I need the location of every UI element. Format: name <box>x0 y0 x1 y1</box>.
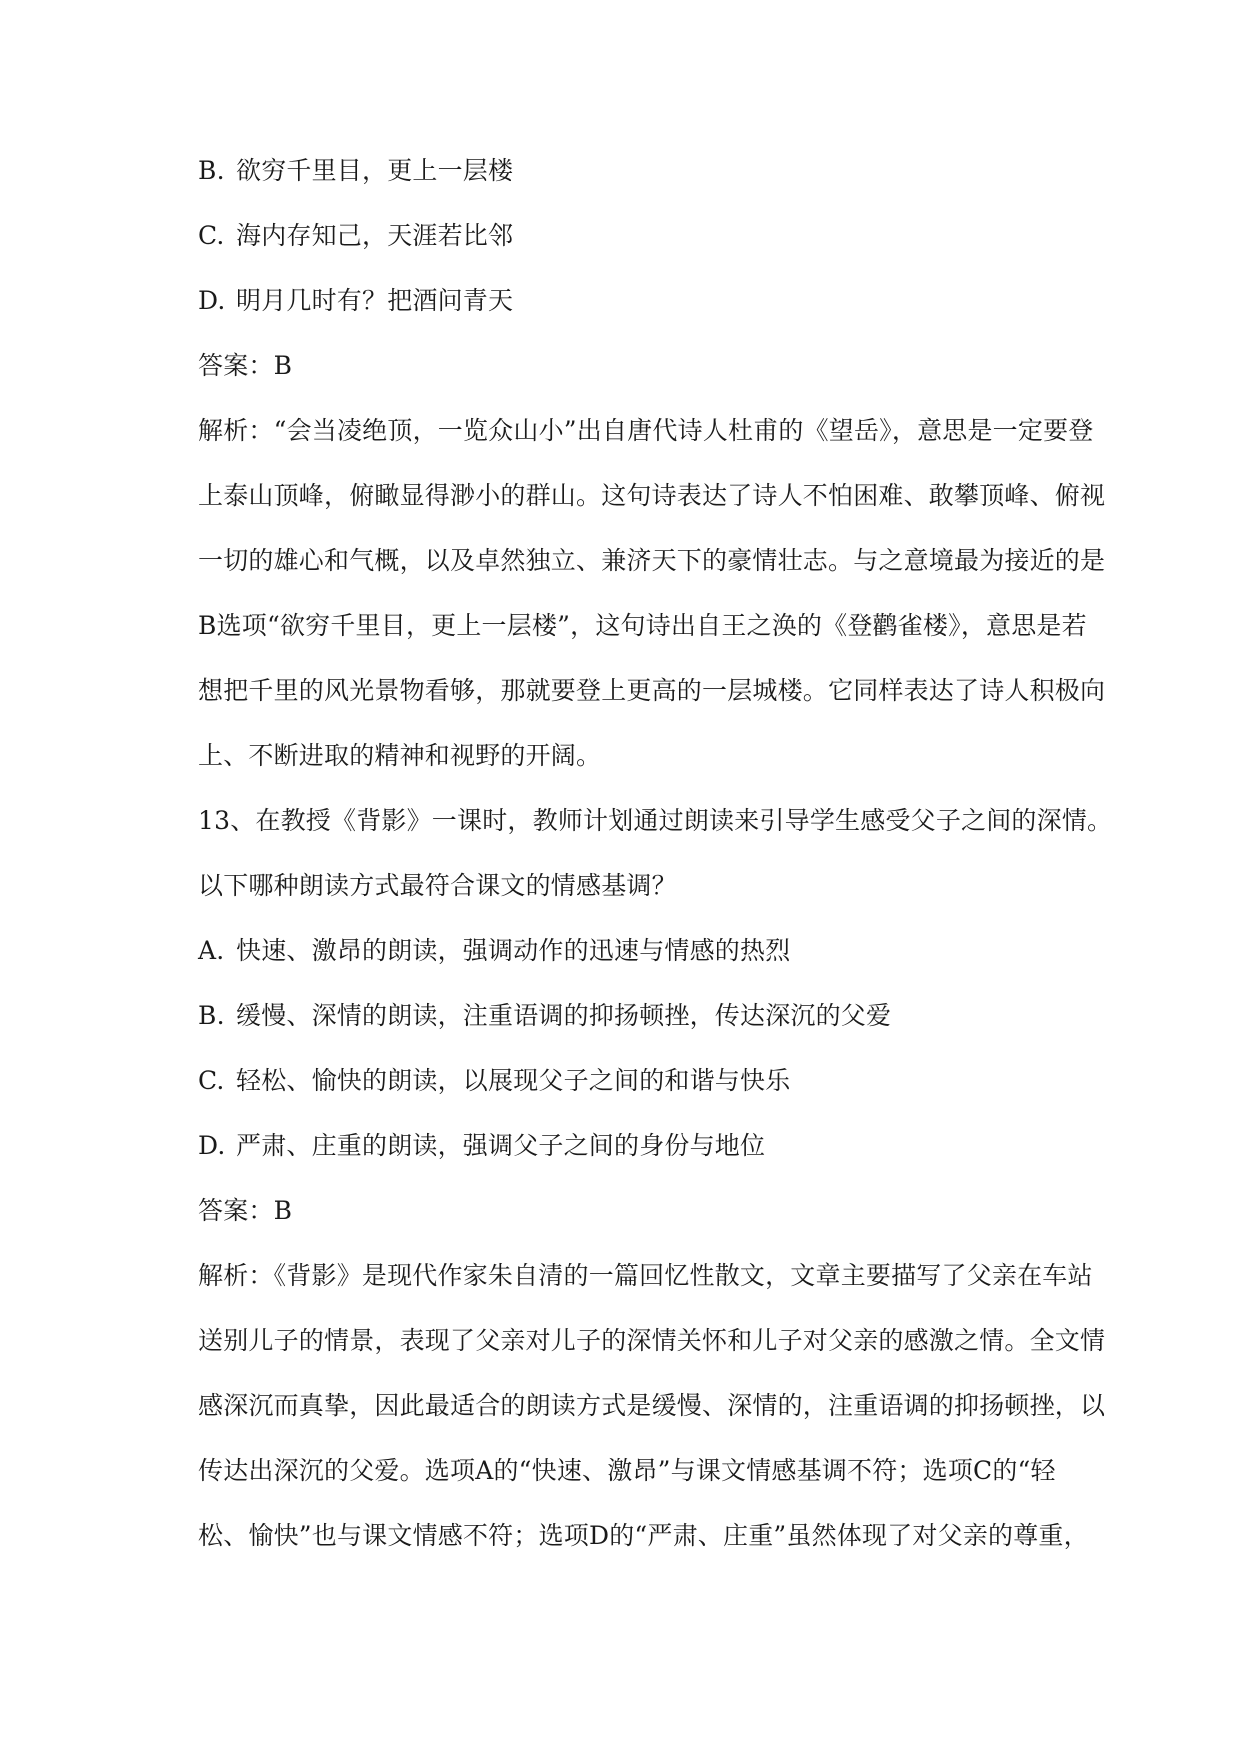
q13-question-line-1: 13、在教授《背影》一课时，教师计划通过朗读来引导学生感受父子之间的深情。 <box>198 806 1113 835</box>
q13-analysis-line-5: 松、愉快”也与课文情感不符；选项D的“严肃、庄重”虽然体现了对父亲的尊重， <box>198 1521 1089 1550</box>
q12-answer: 答案：B <box>198 351 293 380</box>
document-body <box>198 138 1113 1568</box>
q12-analysis-line-2: 上泰山顶峰，俯瞰显得渺小的群山。这句诗表达了诗人不怕困难、敢攀顶峰、俯视 <box>198 481 1106 510</box>
option-letter: A. <box>198 936 225 965</box>
option-letter: B. <box>198 1001 225 1030</box>
q12-option-c <box>198 203 1098 268</box>
q12-analysis-line-4: B选项“欲穷千里目，更上一层楼”，这句诗出自王之涣的《登鹳雀楼》，意思是若 <box>198 611 1087 640</box>
option-letter: D. <box>198 286 226 315</box>
q12-option-b <box>198 138 1098 203</box>
q13-analysis-line-1: 解析：《背影》是现代作家朱自清的一篇回忆性散文，文章主要描写了父亲在车站 <box>198 1261 1093 1290</box>
q13-option-b <box>198 983 1098 1048</box>
q12-option-d <box>198 268 1098 333</box>
option-text: 海内存知己，天涯若比邻 <box>236 221 514 250</box>
option-letter: C. <box>198 1066 225 1095</box>
q13-question-line-2: 以下哪种朗读方式最符合课文的情感基调？ <box>198 871 677 900</box>
option-letter: D. <box>198 1131 226 1160</box>
q13-option-a <box>198 918 1098 983</box>
option-text: 严肃、庄重的朗读，强调父子之间的身份与地位 <box>236 1131 766 1160</box>
q13-answer: 答案：B <box>198 1196 293 1225</box>
q12-analysis-line-6: 上、不断进取的精神和视野的开阔。 <box>198 741 602 770</box>
option-letter: B. <box>198 156 225 185</box>
option-text: 快速、激昂的朗读，强调动作的迅速与情感的热烈 <box>236 936 791 965</box>
option-text: 轻松、愉快的朗读，以展现父子之间的和谐与快乐 <box>236 1066 791 1095</box>
q13-analysis-line-3: 感深沉而真挚，因此最适合的朗读方式是缓慢、深情的，注重语调的抑扬顿挫，以 <box>198 1391 1106 1420</box>
q12-analysis-line-3: 一切的雄心和气概，以及卓然独立、兼济天下的豪情壮志。与之意境最为接近的是 <box>198 546 1106 575</box>
q13-analysis-line-4: 传达出深沉的父爱。选项A的“快速、激昂”与课文情感基调不符；选项C的“轻 <box>198 1456 1056 1485</box>
q13-analysis-line-2: 送别儿子的情景，表现了父亲对儿子的深情关怀和儿子对父亲的感激之情。全文情 <box>198 1326 1106 1355</box>
q13-option-d <box>198 1113 1098 1178</box>
option-text: 明月几时有？把酒问青天 <box>236 286 514 315</box>
q12-analysis-line-1: 解析：“会当凌绝顶，一览众山小”出自唐代诗人杜甫的《望岳》，意思是一定要登 <box>198 416 1094 445</box>
q13-option-c <box>198 1048 1098 1113</box>
q12-analysis-line-5: 想把千里的风光景物看够，那就要登上更高的一层城楼。它同样表达了诗人积极向 <box>198 676 1106 705</box>
option-letter: C. <box>198 221 225 250</box>
option-text: 缓慢、深情的朗读，注重语调的抑扬顿挫，传达深沉的父爱 <box>236 1001 892 1030</box>
option-text: 欲穷千里目，更上一层楼 <box>236 156 514 185</box>
